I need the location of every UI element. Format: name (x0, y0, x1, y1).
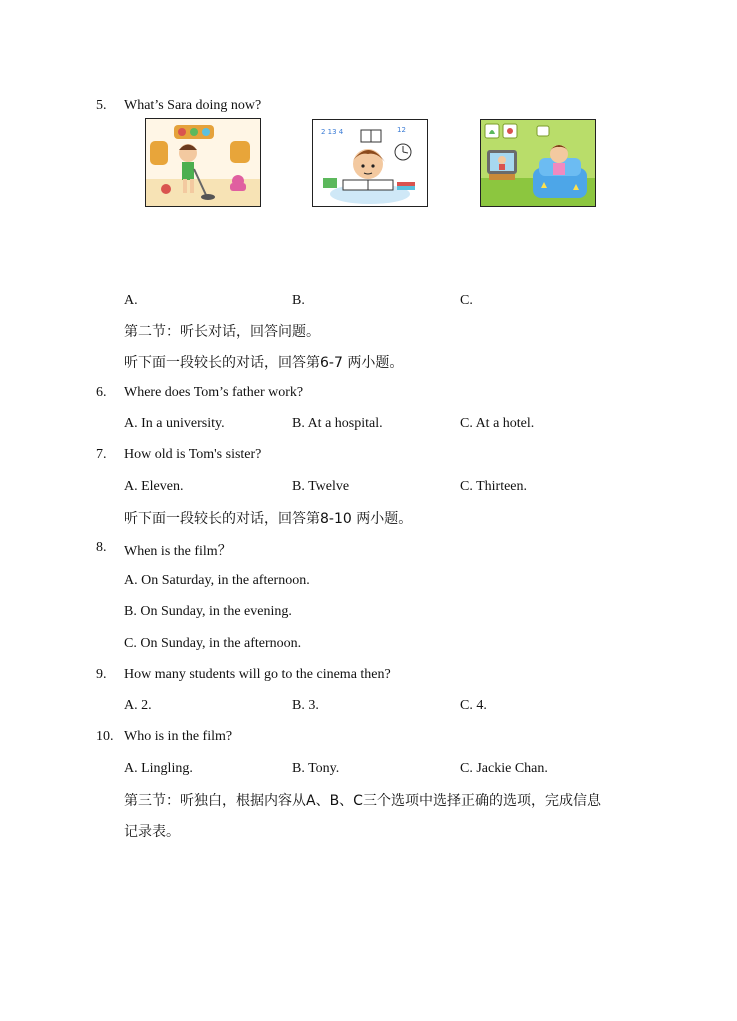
option-a[interactable]: A. 2. (124, 698, 152, 713)
question-number: 5. (96, 98, 107, 113)
section-3-heading-continued: 记录表。 (124, 824, 180, 840)
question-text: How many students will go to the cinema then? (124, 667, 391, 682)
picture-b-boy-reading (312, 119, 428, 207)
option-a[interactable]: A. Lingling. (124, 761, 193, 776)
option-a[interactable]: A. (124, 293, 138, 308)
section-3-heading: 第三节：听独白，根据内容从A、B、C三个选项中选择正确的选项，完成信息 (124, 793, 601, 809)
option-b[interactable]: B. (292, 293, 305, 308)
question-number: 7. (96, 447, 107, 462)
option-a[interactable]: A. On Saturday, in the afternoon. (124, 573, 310, 588)
option-b[interactable]: B. At a hospital. (292, 416, 383, 431)
section-2-instruction: 听下面一段较长的对话，回答第6-7 两小题。 (124, 355, 404, 371)
question-number: 10. (96, 729, 114, 744)
question-number: 8. (96, 540, 107, 555)
option-c[interactable]: C. On Sunday, in the afternoon. (124, 636, 302, 651)
option-a[interactable]: A. In a university. (124, 416, 225, 431)
question-text: How old is Tom's sister? (124, 447, 262, 462)
picture-c-girl-watching-tv (480, 119, 596, 207)
question-text: When is the film？ (124, 544, 232, 559)
svg-text:12: 12 (397, 126, 406, 134)
option-c[interactable]: C. At a hotel. (460, 416, 535, 431)
section-2-heading: 第二节：听长对话，回答问题。 (124, 324, 320, 340)
section-2-instruction: 听下面一段较长的对话，回答第8-10 两小题。 (124, 511, 413, 527)
option-b[interactable]: B. Twelve (292, 479, 350, 494)
picture-a-girl-cleaning (145, 118, 261, 207)
question-number: 9. (96, 667, 107, 682)
question-text: Who is in the film? (124, 729, 233, 744)
question-text: Where does Tom’s father work? (124, 385, 304, 400)
option-c[interactable]: C. (460, 293, 473, 308)
option-b[interactable]: B. 3. (292, 698, 319, 713)
svg-text:2 13 4: 2 13 4 (321, 128, 344, 136)
question-number: 6. (96, 385, 107, 400)
option-b[interactable]: B. On Sunday, in the evening. (124, 604, 292, 619)
option-c[interactable]: C. 4. (460, 698, 487, 713)
option-c[interactable]: C. Thirteen. (460, 479, 528, 494)
option-a[interactable]: A. Eleven. (124, 479, 184, 494)
option-b[interactable]: B. Tony. (292, 761, 340, 776)
option-c[interactable]: C. Jackie Chan. (460, 761, 548, 776)
question-text: What’s Sara doing now? (124, 98, 262, 113)
